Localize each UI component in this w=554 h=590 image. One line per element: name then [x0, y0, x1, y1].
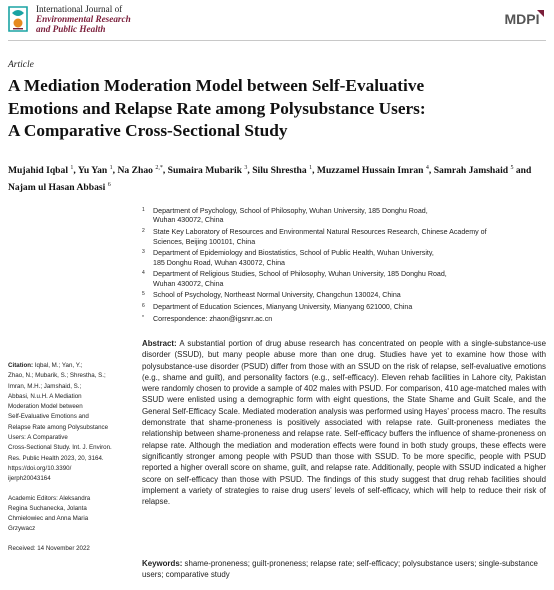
keywords-label: Keywords:: [142, 559, 183, 568]
journal-name-line2: Environmental Research: [36, 14, 131, 24]
author-name[interactable]: Muzzamel Hussain Imran: [316, 165, 424, 177]
editors-line: Grzywacz: [8, 525, 36, 533]
sidebar: [8, 361, 133, 554]
article-title-line: Emotions and Relapse Rate among Polysubstance Users:: [8, 98, 426, 118]
received-date: Received: 14 November 2022: [8, 544, 90, 552]
citation-line: Relapse Rate among Polysubstance: [8, 423, 109, 431]
affiliation-number: 2: [142, 228, 145, 235]
affiliation-item: [142, 207, 542, 226]
affiliation-item: [142, 270, 542, 289]
affiliations: [142, 207, 542, 327]
editors-line: Academic Editors: Aleksandra: [8, 494, 91, 502]
citation-line: Iqbal, M.; Yan, Y.;: [34, 362, 83, 369]
affiliation-number: 6: [142, 303, 145, 310]
citation-label: Citation:: [8, 362, 34, 369]
author-sup: 1: [309, 165, 313, 171]
affiliation-number: 3: [142, 249, 145, 256]
affiliation-line: Wuhan 430072, China: [153, 279, 224, 288]
header-divider: [8, 40, 546, 41]
author-sup: 5: [510, 165, 514, 171]
author-name[interactable]: Samrah Jamshaid: [433, 165, 509, 177]
affiliation-line: Department of Religious Studies, School of Philosophy, Wuhan University, 185 Donghu Road,: [153, 270, 447, 279]
affiliation-line: Department of Psychology, School of Philosophy, Wuhan University, 185 Donghu Road,: [153, 207, 428, 215]
citation-block: [8, 361, 133, 485]
affiliation-line: Sciences, Beijing 100101, China: [153, 237, 256, 246]
abstract: [142, 338, 546, 507]
ijerph-journal-icon: [6, 4, 30, 34]
academic-editors: [8, 494, 133, 535]
affiliation-item: [142, 291, 542, 300]
keywords-text: shame-proneness; guilt-proneness; relapse rate; self-efficacy; polysubstance users; single-substance users; comparative study: [142, 559, 538, 580]
journal-name: [36, 4, 266, 34]
affiliation-line: Wuhan 430072, China: [153, 216, 224, 225]
author-sup: 3: [244, 165, 248, 171]
mdpi-logo: [500, 10, 544, 28]
editors-line: Chmielowiec and Anna Maria: [8, 515, 89, 523]
author-sup: 2,*: [155, 165, 163, 171]
author-name[interactable]: Sumaira Mubarik: [167, 165, 242, 177]
author-name[interactable]: Silu Shrestha: [252, 165, 307, 177]
article-title-line: A Mediation Moderation Model between Self-Evaluative: [8, 76, 425, 95]
doi-link[interactable]: ijerph20043164: [8, 475, 51, 483]
journal-name-line1: International Journal of: [36, 4, 123, 14]
affiliation-line: State Key Laboratory of Resources and Environmental Natural Resources Research, Chinese Academy of: [153, 228, 487, 237]
citation-line: Cross-Sectional Study. Int. J. Environ.: [8, 444, 112, 452]
affiliation-number: 1: [142, 207, 145, 213]
affiliation-line: Department of Education Sciences, Mianyang University, Mianyang 621000, China: [153, 303, 413, 312]
citation-line: Zhao, N.; Mubarik, S.; Shrestha, S.;: [8, 372, 106, 380]
abstract-label: Abstract:: [142, 339, 177, 348]
author-name[interactable]: Yu Yan: [77, 165, 108, 177]
article-type: Article: [8, 60, 34, 70]
affiliation-number: 5: [142, 291, 145, 298]
citation-line: Imran, M.H.; Jamshaid, S.;: [8, 382, 82, 390]
affiliation-number: *: [142, 314, 144, 321]
article-title-line: A Comparative Cross-Sectional Study: [8, 121, 288, 140]
author-sup: 4: [425, 165, 429, 171]
editors-line: Regina Suchanecka, Jolanta: [8, 504, 87, 512]
author-sup: 6: [107, 182, 111, 189]
author-name[interactable]: Na Zhao: [117, 165, 153, 177]
affiliation-item: [142, 228, 542, 247]
affiliation-line: Department of Epidemiology and Biostatistics, School of Public Health, Wuhan University,: [153, 249, 434, 258]
citation-line: Users: A Comparative: [8, 434, 68, 442]
doi-link[interactable]: https://doi.org/10.3390/: [8, 464, 72, 472]
abstract-text: A substantial portion of drug abuse research has concentrated on people with a single-substance-use disorder (SSUD), but many people abuse more than one drug. Studies have yet to examine how those with polysubstance-use disorder (PSUD) differ from those with an SSUD on the risk of relapse, self-evaluative emotions (e.g., shame and guilt), and personality factors (e.g., self-efficacy). Eleven rehab facilities in Lahore city, Pakistan were randomly chosen to provide a sample of 402 males with PSUD. For comparison, 410 age-matched males with SSUD were enlisted using a demographic form with eight questions, the State Shame and Guilt Scale, and the General Self-Efficacy Scale. Mediated moderation analysis was performed using Hayes’ process macro. The results demonstrate that shame-proneness is positively associated with relapse rate. Guilt-proneness mediates the relationship between shame-proneness and relapse rate. Self-efficacy buffers the influence of shame-proneness on relapse rate. Although the mediation and moderation effects were found in both study groups, these effects were significantly stronger among people with PSUD than those with SSUD. To be more specific, people with PSUD reported a higher overall score on shame, guilt, and relapse rate. Additionally, people with SSUD indicated a higher score on self-efficacy than those with PSUD. The findings of this study suggest that drug rehab facilities should implement a variety of strategies to raise drug users’ levels of self-efficacy, which will help to reduce their risk of relapse.: [142, 339, 546, 507]
citation-line: Abbasi, N.u.H. A Mediation: [8, 392, 82, 400]
author-name[interactable]: Najam ul Hasan Abbasi: [8, 182, 106, 194]
journal-name-line3: and Public Health: [36, 24, 106, 34]
article-title: [8, 75, 548, 143]
author-list: Mujahid Iqbal $^1$, Yu Yan $^1$, Na Zhao $^{2,*}$, Sumaira Mubarik $^3$, Silu Shrestha $^1$, Muzzamel Hussain Imran $^4$, Samrah Jamshaid $^5$ and Najam ul Hasan Abbasi $^6$: [8, 165, 532, 194]
affiliation-item: [142, 249, 542, 268]
author-sup: 1: [70, 165, 74, 171]
affiliation-number: 4: [142, 270, 145, 277]
author-name[interactable]: Mujahid Iqbal: [8, 165, 68, 177]
affiliation-item: [142, 315, 542, 324]
author-sup: 1: [109, 165, 113, 171]
correspondence-email[interactable]: Correspondence: zhaon@igsnrr.ac.cn: [153, 314, 273, 323]
affiliation-line: School of Psychology, Northeast Normal University, Changchun 130024, China: [153, 291, 401, 300]
affiliation-item: [142, 303, 542, 312]
mdpi-logo-text: MDPI: [504, 11, 540, 27]
keywords: [142, 558, 546, 581]
affiliation-line: 185 Donghu Road, Wuhan 430072, China: [153, 258, 285, 267]
citation-line: Moderation Model between: [8, 403, 83, 411]
citation-line: Res. Public Health 2023, 20, 3164.: [8, 454, 104, 462]
citation-line: Self-Evaluative Emotions and: [8, 413, 89, 421]
